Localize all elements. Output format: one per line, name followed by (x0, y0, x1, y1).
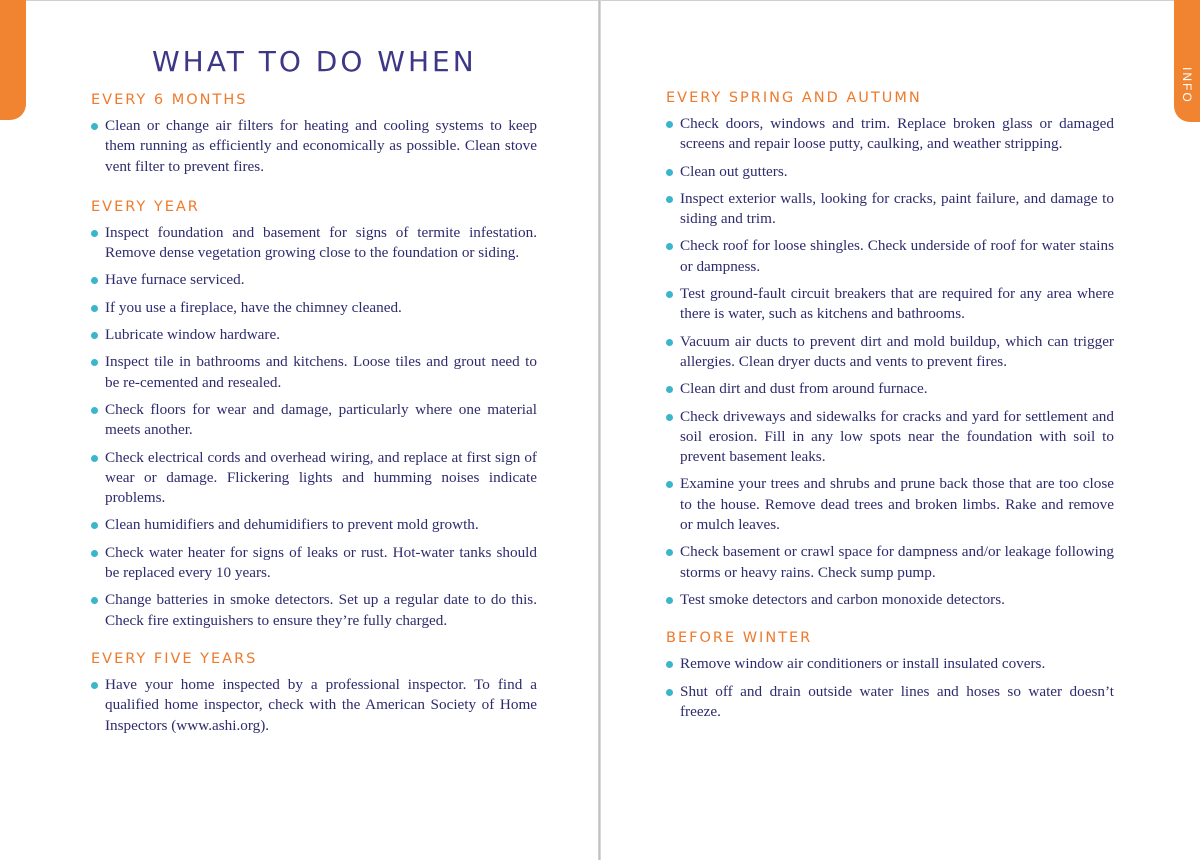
bullet-dot-icon (666, 414, 673, 421)
list-item-text: Test ground-fault circuit breakers that are required for any area where there is water, such as kitchens and bathrooms. (680, 285, 1114, 323)
list-item (91, 352, 537, 393)
bullet-dot-icon (91, 597, 98, 604)
bullet-dot-icon (666, 481, 673, 488)
list-item (91, 543, 537, 584)
list-item (666, 474, 1114, 535)
item-list (91, 116, 537, 177)
bullet-dot-icon (91, 522, 98, 529)
list-item-text: Check basement or crawl space for dampness and/or leakage following storms or heavy rains. Check sump pump. (680, 543, 1114, 581)
section-before-winter (666, 628, 1114, 722)
left-page-top-edge (0, 0, 599, 1)
section-every-year (91, 197, 537, 631)
section-heading: EVERY SPRING AND AUTUMN (666, 90, 922, 106)
bullet-dot-icon (666, 196, 673, 203)
list-item-text: Shut off and drain outside water lines and hoses so water doesn’t freeze. (680, 682, 1114, 720)
list-item (91, 270, 537, 290)
section-heading: EVERY 6 MONTHS (91, 92, 248, 108)
list-item-text: Check doors, windows and trim. Replace broken glass or damaged screens and repair loose putty, caulking, and weather stripping. (680, 115, 1114, 153)
list-item (666, 236, 1114, 277)
list-item (666, 189, 1114, 230)
list-item-text: Check driveways and sidewalks for cracks and yard for settlement and soil erosion. Fill in any low spots near the foundation with soil to prevent basement leaks. (680, 407, 1114, 466)
bullet-dot-icon (666, 339, 673, 346)
list-item-text: Examine your trees and shrubs and prune back those that are too close to the house. Remove dead trees and broken limbs. Rake and remove or mulch leaves. (680, 475, 1114, 534)
list-item (91, 515, 537, 535)
bullet-dot-icon (91, 407, 98, 414)
right-page-top-edge (601, 0, 1200, 1)
list-item-text: Clean out gutters. (680, 162, 788, 180)
list-item (91, 675, 537, 736)
item-list (91, 223, 537, 631)
bullet-dot-icon (666, 243, 673, 250)
right-column (666, 88, 1114, 740)
page-title: WHAT TO DO WHEN (152, 45, 477, 78)
section-heading: EVERY FIVE YEARS (91, 650, 258, 667)
bullet-dot-icon (666, 121, 673, 128)
bullet-dot-icon (91, 550, 98, 557)
list-item-text: If you use a fireplace, have the chimney cleaned. (105, 298, 402, 316)
section-every-five-years (91, 649, 537, 736)
list-item (666, 332, 1114, 373)
list-item (91, 223, 537, 264)
list-item-text: Test smoke detectors and carbon monoxide detectors. (680, 590, 1005, 608)
list-item-text: Check floors for wear and damage, particularly where one material meets another. (105, 400, 537, 439)
bullet-dot-icon (666, 661, 673, 668)
list-item-text: Inspect tile in bathrooms and kitchens. Loose tiles and grout need to be re-cemented and resealed. (105, 353, 537, 391)
bullet-dot-icon (91, 123, 98, 130)
list-item (666, 162, 1114, 182)
list-item (666, 682, 1114, 723)
list-item (91, 400, 537, 441)
section-heading: EVERY YEAR (91, 198, 200, 215)
list-item (91, 325, 537, 345)
list-item (666, 379, 1114, 399)
section-heading: BEFORE WINTER (666, 630, 813, 647)
list-item-text: Remove window air conditioners or install insulated covers. (680, 655, 1046, 673)
list-item (666, 542, 1114, 583)
item-list (666, 654, 1114, 722)
list-item-text: Check roof for loose shingles. Check underside of roof for water stains or dampness. (680, 237, 1114, 275)
list-item (91, 116, 537, 177)
bullet-dot-icon (666, 291, 673, 298)
bullet-dot-icon (91, 359, 98, 366)
list-item (91, 298, 537, 318)
info-tab-label: INFO (1180, 66, 1194, 104)
list-item-text: Have your home inspected by a professional inspector. To find a qualified home inspector, check with the American Society of Home Inspectors (www.ashi.org). (105, 675, 537, 734)
list-item (666, 114, 1114, 155)
list-item-text: Inspect foundation and basement for signs of termite infestation. Remove dense vegetation growing close to the foundation or siding. (105, 223, 537, 262)
list-item (666, 654, 1114, 674)
list-item (91, 590, 537, 631)
book-gutter (598, 0, 601, 860)
item-list (666, 114, 1114, 610)
list-item-text: Check water heater for signs of leaks or rust. Hot-water tanks should be replaced every 10 years. (105, 543, 537, 582)
list-item-text: Change batteries in smoke detectors. Set up a regular date to do this. Check fire extinguishers to ensure they’re fully charged. (105, 591, 537, 629)
list-item (91, 448, 537, 509)
bullet-dot-icon (91, 332, 98, 339)
list-item (666, 407, 1114, 468)
bullet-dot-icon (666, 169, 673, 176)
list-item-text: Clean humidifiers and dehumidifiers to prevent mold growth. (105, 516, 479, 534)
bullet-dot-icon (91, 305, 98, 312)
list-item-text: Inspect exterior walls, looking for cracks, paint failure, and damage to siding and trim. (680, 189, 1114, 228)
bullet-dot-icon (666, 549, 673, 556)
list-item (666, 284, 1114, 325)
left-page-tab (0, 0, 26, 120)
list-item-text: Clean dirt and dust from around furnace. (680, 380, 928, 398)
section-every-spring-and-autumn (666, 88, 1114, 610)
list-item (666, 590, 1114, 610)
list-item-text: Lubricate window hardware. (105, 326, 281, 344)
section-every-6-months (91, 90, 537, 177)
bullet-dot-icon (91, 682, 98, 689)
left-column (91, 90, 537, 754)
list-item-text: Have furnace serviced. (105, 271, 245, 289)
list-item-text: Clean or change air filters for heating and cooling systems to keep them running as efficiently and economically as possible. Clean stove vent filter to prevent fires. (105, 117, 537, 175)
bullet-dot-icon (666, 689, 673, 696)
bullet-dot-icon (91, 277, 98, 284)
bullet-dot-icon (666, 386, 673, 393)
bullet-dot-icon (91, 455, 98, 462)
bullet-dot-icon (666, 597, 673, 604)
bullet-dot-icon (91, 230, 98, 237)
item-list (91, 675, 537, 736)
list-item-text: Vacuum air ducts to prevent dirt and mold buildup, which can trigger allergies. Clean dryer ducts and vents to prevent fires. (680, 332, 1114, 370)
list-item-text: Check electrical cords and overhead wiring, and replace at first sign of wear or damage. Flickering lights and humming noises indicate problems. (105, 448, 537, 507)
